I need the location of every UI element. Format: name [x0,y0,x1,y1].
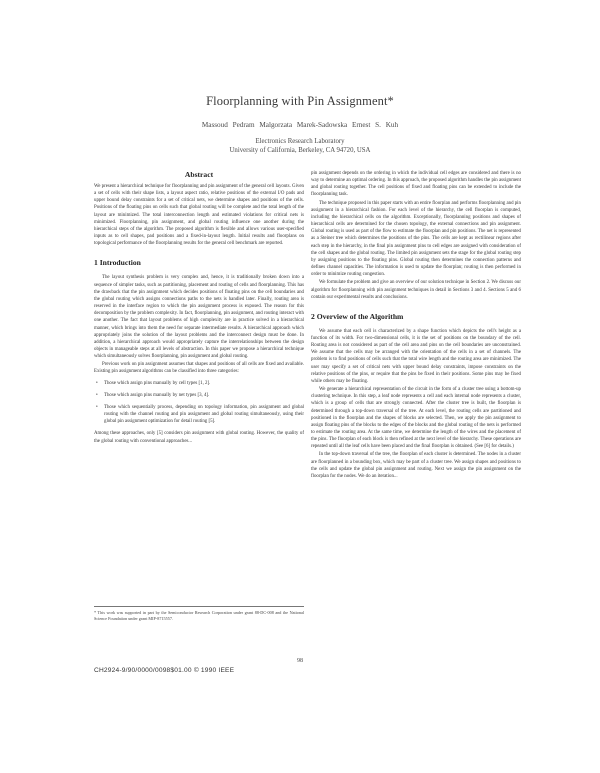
abstract-text: We present a hierarchical technique for floorplanning and pin assignment of the general cell layouts. Given a set of cells with their shape lists, a layout aspect ratio, relative positions of the external I/O pads and upper bound delay constraints for a set of critical nets, we determine shapes and positions of the cells. Positions of the floating pins on cells such that global routing will be complete and the total length of the layout are minimized. The total interconnection length and estimated violations for critical nets is minimized. Floorplanning, pin assignment, and global routing influence one another during the hierarchical steps of the algorithm. The proposed algorithm is flexible and allows various user-specified inputs as to cell shapes, pad positions and a fixed-in-layout length. Initial results and floorplans on topological performance of the floorplanning results for the general cell benchmark are reported. [94,184,304,247]
page-number: 98 [297,658,303,664]
intro-paragraph-3: Among these approaches, only [5] considers pin assignment with global routing. However, the quality of the global routing with conventional approaches... [94,431,304,444]
intro-paragraph-1: The layout synthesis problem is very complex and, hence, it is traditionally broken down into a sequence of simpler tasks, such as partitioning, placement and routing of cells and floorplanning. This has the drawback that the pin assignment which decides positions of floating pins on the cell boundaries and the global routing which assigns connections paths to the nets is handled later. Finally, routing area is reserved in the interface region to which the pin assignment process is exposed. The reason for this decomposition by the problem complexity. In fact, floorplanning, pin assignment, and routing interact with one another. The fact that layout problems of high complexity are in practice solved in a hierarchical manner, which brings into them the need for separate intermediate results. A hierarchical approach which appropriately joins the solution of the layout problems and the interconnect design must be done. In addition, a hierarchical approach would appropriately capture the interrelationships between the design objects in manageable steps at all levels of abstraction. In this paper we propose a hierarchical technique which simultaneously solves floorplanning, pin assignment and global routing. [94,275,304,360]
bullet-icon: • [96,404,98,410]
footnote: * This work was supported in part by the Semiconductor Research Corporation under grant 88-DC-008 and the National Science Foundation under grant MIP-8715557. [94,606,304,622]
introduction-heading: 1 Introduction [94,258,141,268]
right-column [311,170,521,640]
copyright-notice: CH2924-9/90/0000/0098$01.00 © 1990 IEEE [94,667,235,674]
affiliation-lab: Electronics Research Laboratory [255,138,345,145]
abstract-heading: Abstract [184,170,214,179]
overview-paragraph-3: In the top-down traversal of the tree, the floorplan of each cluster is determined. The nodes in a cluster are floorplanned in a bounding box, which may be part of a cluster tree. We assign shapes and positions to the cells and update the global pin assignment and routing. Next we assign the pin assignment on the floorplan for the nodes. We do an iteration... [311,452,521,479]
list-item [96,380,304,387]
overview-heading: 2 Overview of the Algorithm [311,311,404,321]
affiliation-university: University of California, Berkeley, CA 94720, USA [229,147,371,154]
bullet-icon: • [96,380,98,386]
paper-authors: Massoud Pedram Malgorzata Marek-Sadowska Ernest S. Kuh [201,121,399,129]
right-paragraph-2: The technique proposed in this paper starts with an entire floorplan and performs floorplanning and pin assignment in a hierarchical fashion. For each level of the hierarchy, the cell floorplan is computed, including the hierarchical cells on the algorithm. Exceptionally, floorplanning positions and shapes of hierarchical cells are determined for the chosen topology, the external connections and pin assignment. Global routing is used as part of the flow to estimate the floorplan and pin positions. The net is represented as a Steiner tree which determines the positions of the pins. The cells are kept as rectilinear regions after each step in the hierarchy, in the final pin assignment pins to cell edges are assigned with consideration of the cell shapes and the global routing. The limited pin assignment sets the stage for the global routing step by assigning positions to the floating pins. Global routing then determines the connection patterns and defines channel capacities. The information is used to update the floorplan; routing is then performed in order to minimize routing congestion. [311,200,521,278]
list-item-text: Those which sequentially process, depending on topology information, pin assignment and global routing with the channel routing and pin assignment and global routing simultaneously, using their global pin assignment optimization for detail routing [5]. [104,404,304,425]
overview-paragraph-2: We generate a hierarchical representation of the circuit in the form of a cluster tree using a bottom-up clustering technique. In this step, a leaf node represents a cell and each internal node represents a cluster, which is a group of cells that are strongly connected. After the cluster tree is built, the floorplan is determined through a top-down traversal of the tree. At each level, the routing cells are partitioned and positioned in the floorplan and the shapes of blocks are selected. Then, we apply the pin assignment to assign floating pins of the blocks to the edges of the blocks and the global routing of the nets is performed to estimate the routing area. At the same time, we determine the length of the wires and the placement of the pins. The floorplan of each block is then refined at the next level of the hierarchy. These operations are repeated until all the leaf cells have been placed and the final floorplan is obtained. (See [6] for details.) [311,387,521,450]
left-column [94,170,304,595]
overview-paragraph-1: We assume that each cell is characterized by a shape function which depicts the cell's height as a function of its width. For two-dimensional cells, it is the set of positions on the boundary of the cell. Routing area is not considered as part of the cell area and pins on the cell boundaries are unconstrained. We assume that the cells may be arranged with the orientation of the cells in a set of channels. The problem is to find positions of cells such that the total wire length and the routing area are minimized. The user may specify a set of critical nets with upper bound delay constraints, impose constraints on the relative positions of the pins, or require that the pins be fixed in their positions. Some pins may be fixed while others may be floating. [311,328,521,384]
paper-title: Floorplanning with Pin Assignment* [206,94,394,108]
list-item-text: Those which assign pins manually by net types [3, 4]. [104,392,210,398]
intro-paragraph-2: Previous work on pin assignment assumes that shapes and positions of all cells are fixed and available. Existing pin assignment algorithms can be classified into three categories: [94,362,304,375]
list-item [96,392,304,399]
list-item [96,404,304,425]
list-item-text: Those which assign pins manually by cell types [1, 2]. [104,380,211,386]
bullet-icon: • [96,392,98,398]
right-paragraph-1: pin assignment depends on the ordering in which the individual cell edges are considered and there is no way to determine an optimal ordering. In this approach, the proposed algorithm handles the pin assignment and global routing together. The cell positions of fixed and floating pins can be extended to include the floorplanning task. [311,171,521,198]
pin-assignment-categories-list [94,380,304,426]
right-paragraph-3: We formulate the problem and give an overview of our solution technique in Section 2. We discuss our algorithm for floorplanning with pin assignment techniques in detail in Sections 3 and 4. Sections 5 and 6 contain our experimental results and conclusions. [311,280,521,300]
